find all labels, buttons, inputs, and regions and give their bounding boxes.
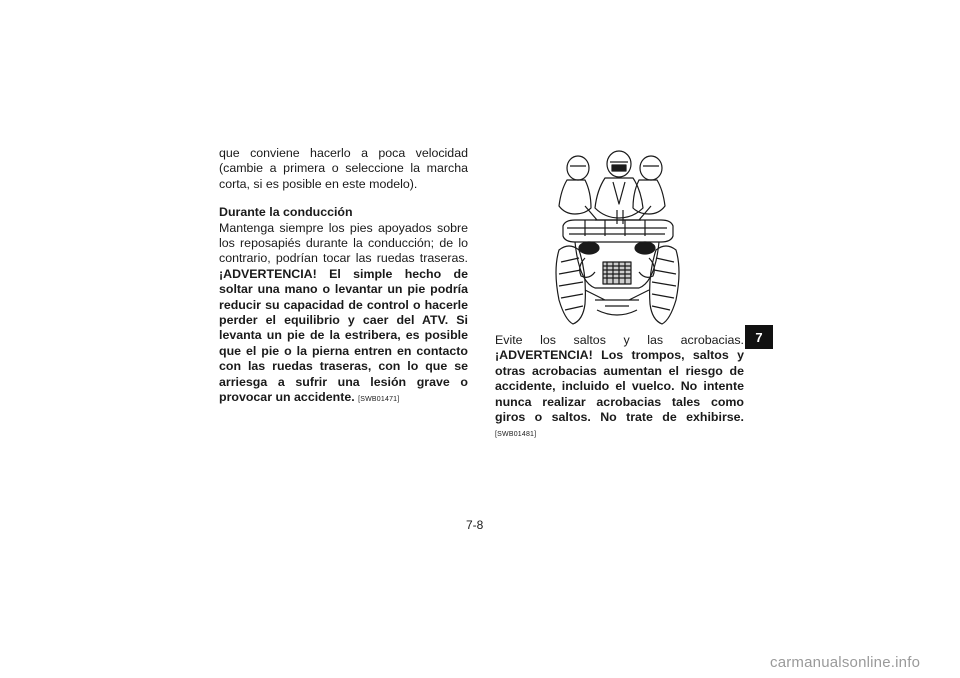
intro-paragraph: que conviene hacerlo a poca velocidad (cambie a primera o seleccione la marcha corta, si es posible en este modelo). [219,146,468,191]
right-column [495,333,744,443]
jumps-warning-text: ¡ADVERTENCIA! Los trompos, saltos y otras acrobacias aumentan el riesgo de accidente, incluido el vuelco. No intente nunca realizar acrobacias tales como giros o saltos. No trate de exhibirse. [495,348,744,425]
jumps-warning-code: [SWB01481] [495,431,537,439]
section-heading: Durante la conducción [219,205,353,220]
riding-text: Mantenga siempre los pies apoyados sobre los reposapiés durante la conducción; de lo contrario, podrían tocar las ruedas traseras. [219,220,468,266]
page-number: 7-8 [466,518,484,532]
jumps-text: Evite los saltos y las acrobacias. [495,333,744,347]
riding-paragraph [219,221,468,408]
chapter-tab: 7 [745,325,773,349]
jumps-paragraph [495,333,744,443]
atv-riders-illustration [555,150,680,330]
warning-text: ¡ADVERTENCIA! El simple hecho de soltar una mano o levantar un pie podría reducir su capacidad de control o hacerle perder el equilibrio y caer del ATV. Si levanta un pie de la estribera, es posible que el pie o la pierna entren en contacto con las ruedas traseras, con lo que se arriesga a sufrir una lesión grave o provocar un accidente. [219,266,468,405]
warning-code: [SWB01471] [358,396,400,404]
watermark: carmanualsonline.info [770,654,921,671]
left-column [219,146,468,408]
